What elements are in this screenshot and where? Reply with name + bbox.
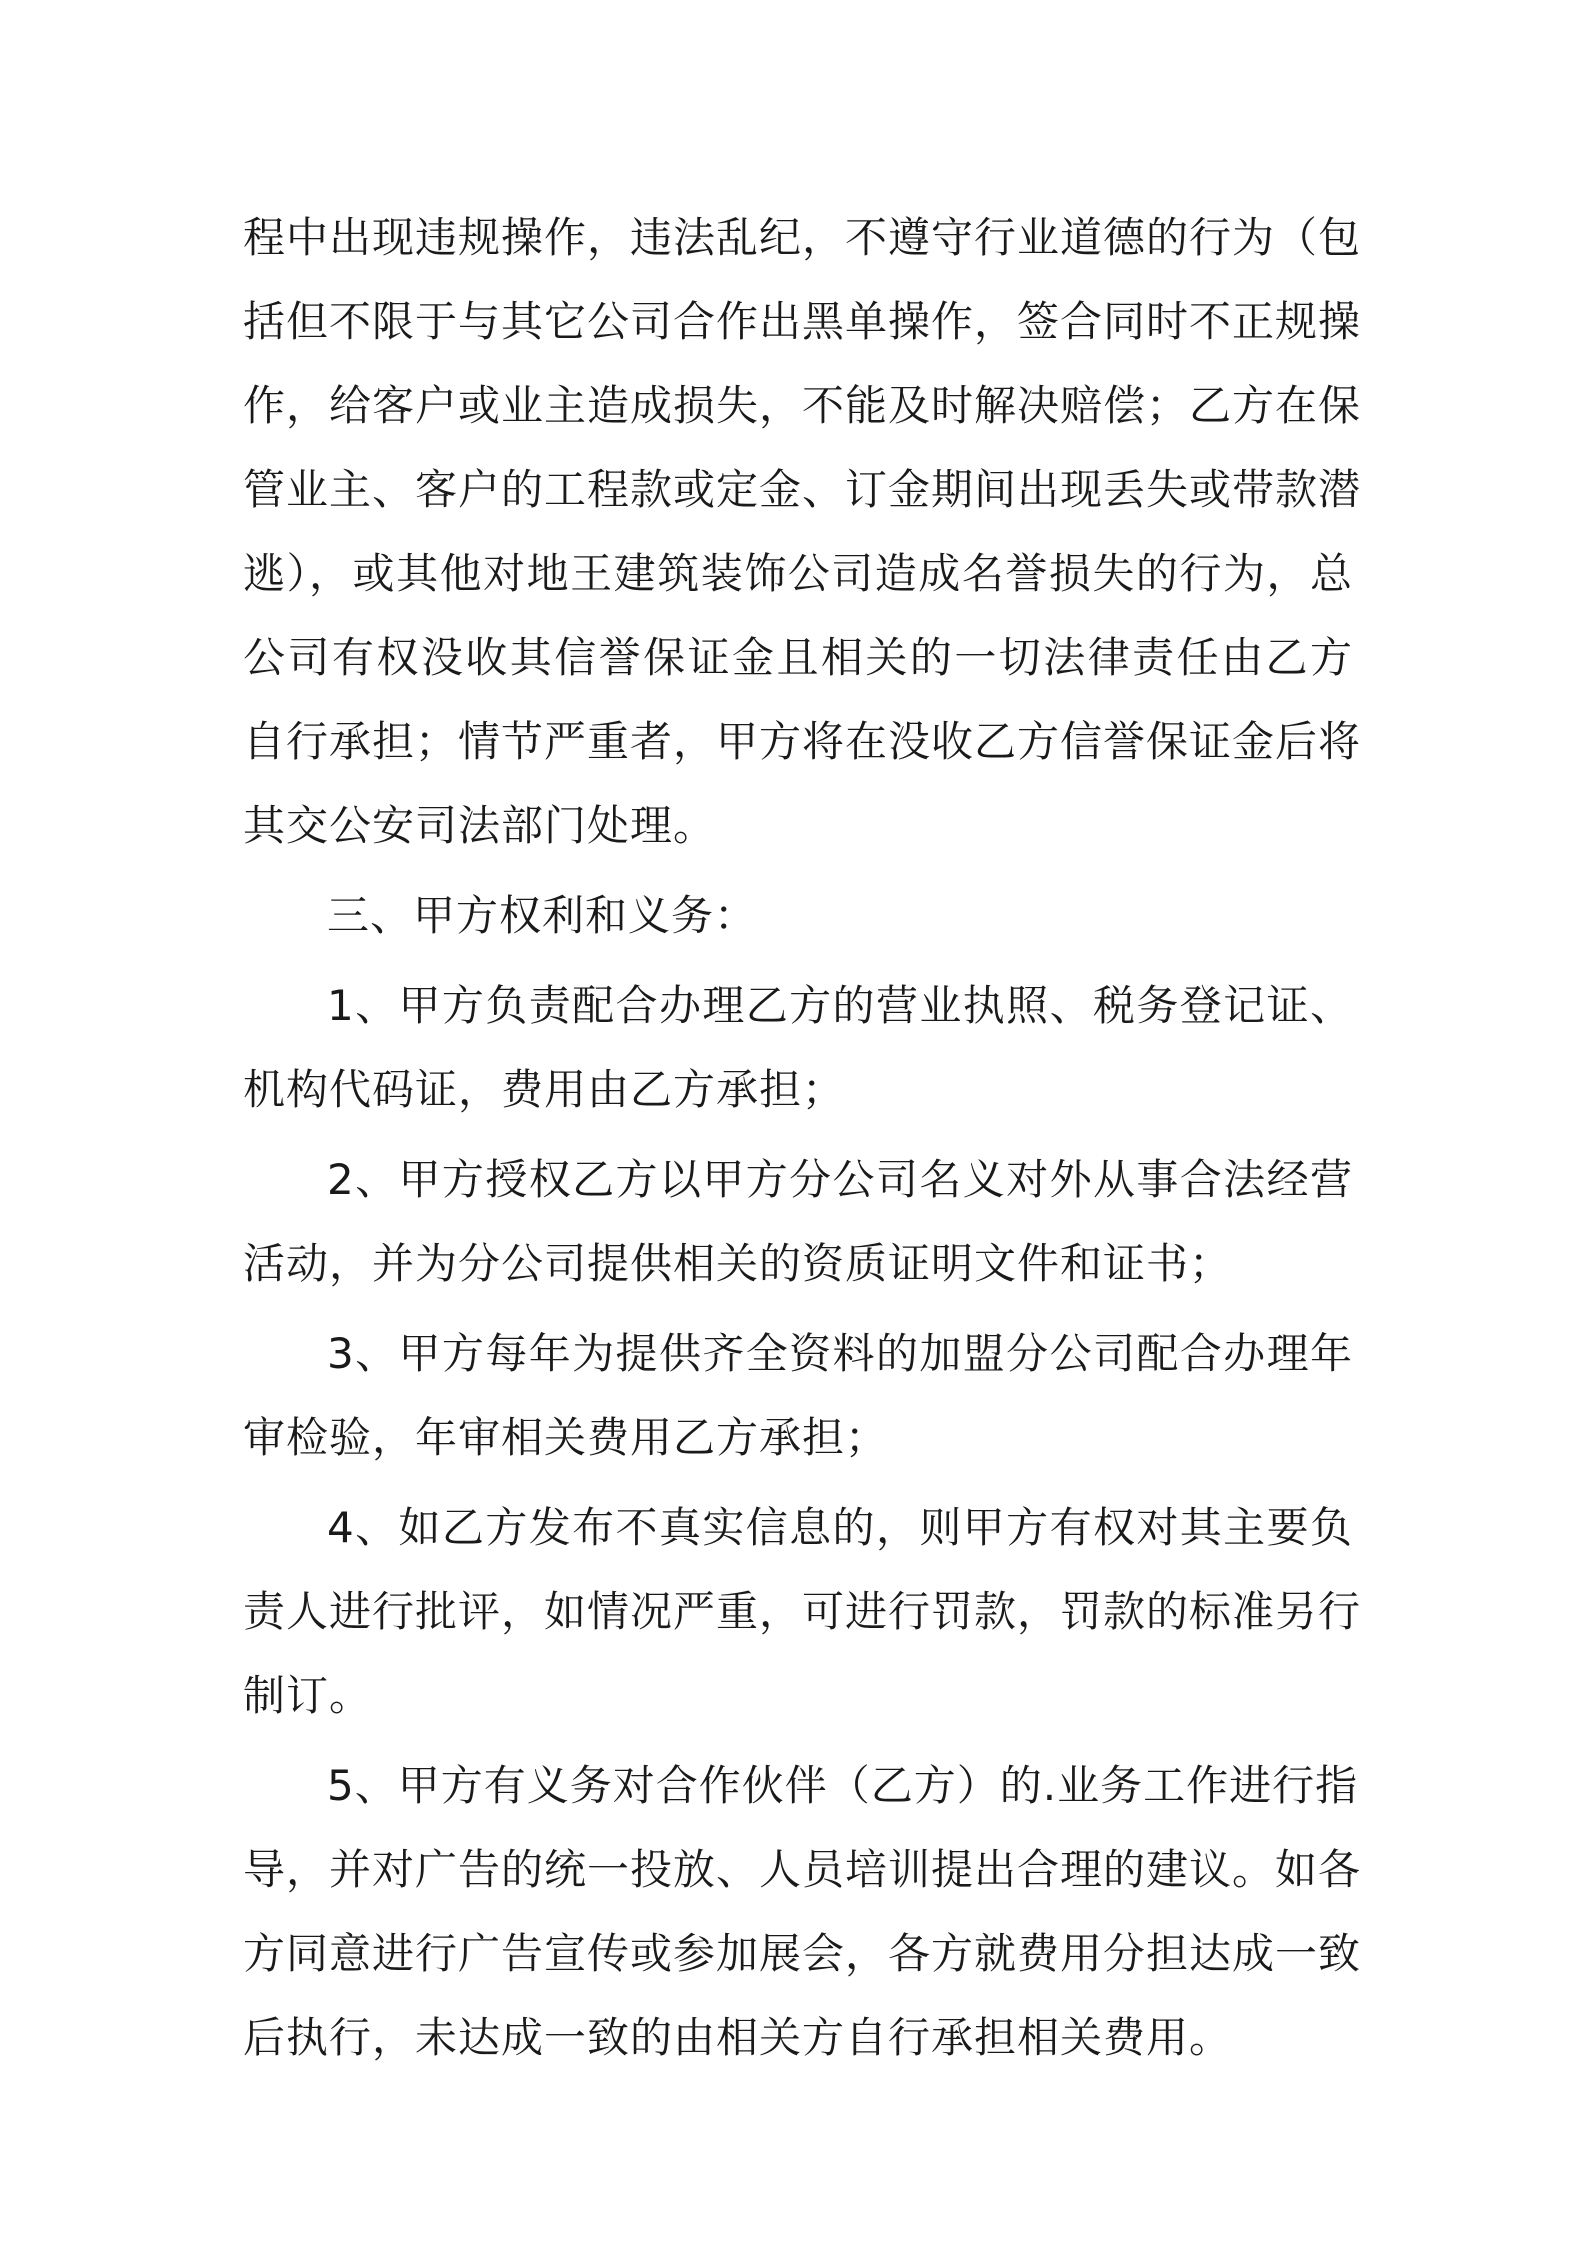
text-line: 责人进行批评，如情况严重，可进行罚款，罚款的标准另行	[243, 1587, 1362, 1636]
text-line: 括但不限于与其它公司合作出黑单操作，签合同时不正规操	[243, 297, 1362, 346]
text-line: 3、甲方每年为提供齐全资料的加盟分公司配合办理年	[327, 1329, 1353, 1378]
text-line: 程中出现违规操作，违法乱纪，不遵守行业道德的行为（包	[243, 213, 1362, 262]
text-line: 5、甲方有义务对合作伙伴（乙方）的.业务工作进行指	[327, 1761, 1359, 1810]
list-item-4	[243, 1486, 1362, 1738]
text-line: 制订。	[243, 1671, 373, 1720]
text-line: 自行承担；情节严重者，甲方将在没收乙方信誉保证金后将	[243, 717, 1362, 766]
section-heading	[243, 874, 1353, 958]
heading-text: 三、甲方权利和义务：	[327, 891, 758, 940]
text-line: 方同意进行广告宣传或参加展会，各方就费用分担达成一致	[243, 1929, 1362, 1978]
list-item-3	[243, 1312, 1353, 1480]
text-line: 机构代码证，费用由乙方承担；	[243, 1065, 846, 1114]
text-line: 2、甲方授权乙方以甲方分公司名义对外从事合法经营	[327, 1155, 1353, 1204]
text-line: 4、如乙方发布不真实信息的，则甲方有权对其主要负	[327, 1503, 1353, 1552]
text-line: 其交公安司法部门处理。	[243, 801, 717, 850]
text-line: 公司有权没收其信誉保证金且相关的一切法律责任由乙方	[243, 633, 1353, 682]
list-item-1	[243, 964, 1353, 1132]
document-body	[243, 196, 1362, 2086]
text-line: 逃），或其他对地王建筑装饰公司造成名誉损失的行为，总	[243, 549, 1353, 598]
text-line: 导，并对广告的统一投放、人员培训提出合理的建议。如各	[243, 1845, 1362, 1894]
text-line: 1、甲方负责配合办理乙方的营业执照、税务登记证、	[327, 981, 1353, 1030]
paragraph-continuation	[243, 196, 1362, 868]
text-line: 活动，并为分公司提供相关的资质证明文件和证书；	[243, 1239, 1233, 1288]
text-line: 管业主、客户的工程款或定金、订金期间出现丢失或带款潜	[243, 465, 1362, 514]
list-item-2	[243, 1138, 1353, 1306]
text-line: 审检验，年审相关费用乙方承担；	[243, 1413, 889, 1462]
text-line: 作，给客户或业主造成损失，不能及时解决赔偿；乙方在保	[243, 381, 1362, 430]
text-line: 后执行，未达成一致的由相关方自行承担相关费用。	[243, 2013, 1233, 2062]
list-item-5	[243, 1744, 1362, 2080]
